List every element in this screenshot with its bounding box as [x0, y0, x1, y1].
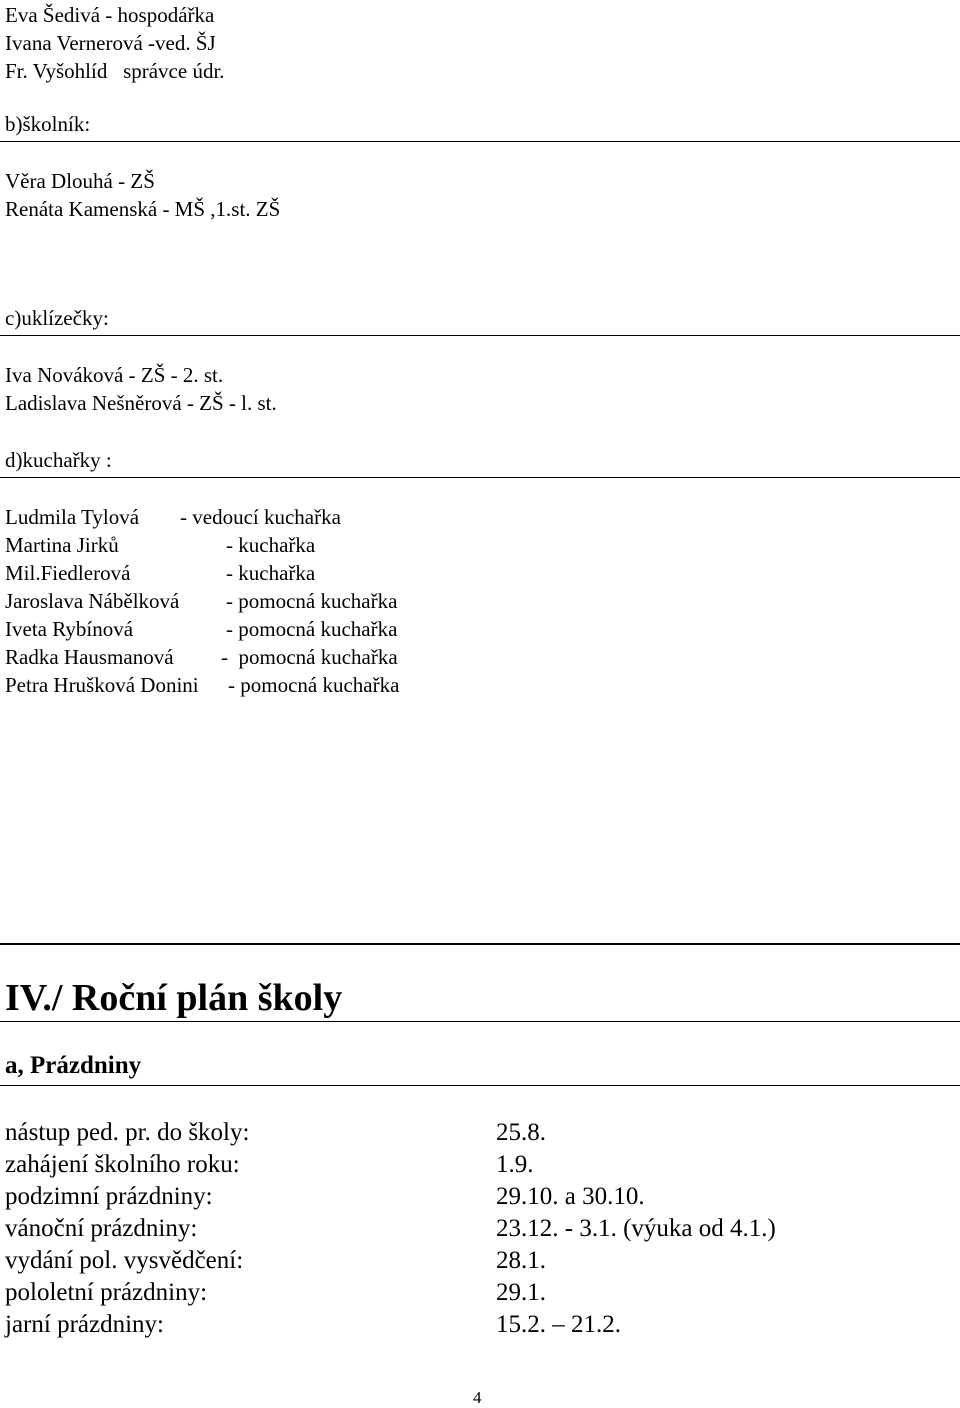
holiday-label: podzimní prázdniny: [5, 1183, 213, 1210]
kitchen-staff-name: Mil.Fiedlerová [5, 561, 131, 585]
kitchen-staff-role: - pomocná kuchařka [226, 617, 398, 641]
kitchen-staff-role: - pomocná kuchařka [226, 589, 398, 613]
section-d-heading: d)kuchařky : [5, 448, 112, 472]
staff-line-2: Ivana Vernerová -ved. ŠJ [5, 31, 216, 55]
kitchen-staff-role: - pomocná kuchařka [221, 645, 398, 669]
kitchen-staff-role: - kuchařka [226, 561, 316, 585]
divider [0, 1021, 960, 1022]
section-c-item-2: Ladislava Nešněrová - ZŠ - l. st. [5, 391, 277, 415]
kitchen-staff-name: Jaroslava Nábělková [5, 589, 180, 613]
section-b-item-1: Věra Dlouhá - ZŠ [5, 169, 155, 193]
holiday-label: nástup ped. pr. do školy: [5, 1119, 250, 1146]
section-b-heading: b)školník: [5, 112, 91, 136]
kitchen-staff-name: Radka Hausmanová [5, 645, 174, 669]
kitchen-staff-name: Petra Hrušková Donini [5, 673, 199, 697]
holiday-date: 23.12. - 3.1. (výuka od 4.1.) [496, 1215, 776, 1242]
section-top-rule [0, 943, 960, 945]
holiday-date: 28.1. [496, 1247, 546, 1274]
holiday-date: 15.2. – 21.2. [496, 1311, 621, 1338]
holiday-label: pololetní prázdniny: [5, 1279, 208, 1306]
kitchen-staff-role: - kuchařka [226, 533, 316, 557]
holiday-label: zahájení školního roku: [5, 1151, 240, 1178]
divider [0, 477, 960, 478]
divider [0, 141, 960, 142]
section-c-heading: c)uklízečky: [5, 306, 109, 330]
divider [0, 335, 960, 336]
holiday-label: vánoční prázdniny: [5, 1215, 198, 1242]
holiday-label: jarní prázdniny: [5, 1311, 164, 1338]
holiday-label: vydání pol. vysvědčení: [5, 1247, 244, 1274]
kitchen-staff-role: - pomocná kuchařka [228, 673, 400, 697]
holiday-date: 29.10. a 30.10. [496, 1183, 645, 1210]
page-number: 4 [473, 1388, 482, 1407]
divider [0, 1085, 960, 1086]
holiday-date: 1.9. [496, 1151, 534, 1178]
section-c-item-1: Iva Nováková - ZŠ - 2. st. [5, 363, 224, 387]
kitchen-staff-name: Iveta Rybínová [5, 617, 134, 641]
subsection-title: a, Prázdniny [5, 1052, 142, 1079]
section-title: IV./ Roční plán školy [5, 977, 343, 1019]
holiday-date: 29.1. [496, 1279, 546, 1306]
staff-line-1: Eva Šedivá - hospodářka [5, 3, 215, 27]
holiday-date: 25.8. [496, 1119, 546, 1146]
kitchen-staff-role: - vedoucí kuchařka [180, 505, 341, 529]
kitchen-staff-name: Martina Jirků [5, 533, 119, 557]
section-b-item-2: Renáta Kamenská - MŠ ,1.st. ZŠ [5, 197, 281, 221]
kitchen-staff-name: Ludmila Tylová [5, 505, 140, 529]
staff-line-3: Fr. Vyšohlíd správce údr. [5, 59, 225, 83]
